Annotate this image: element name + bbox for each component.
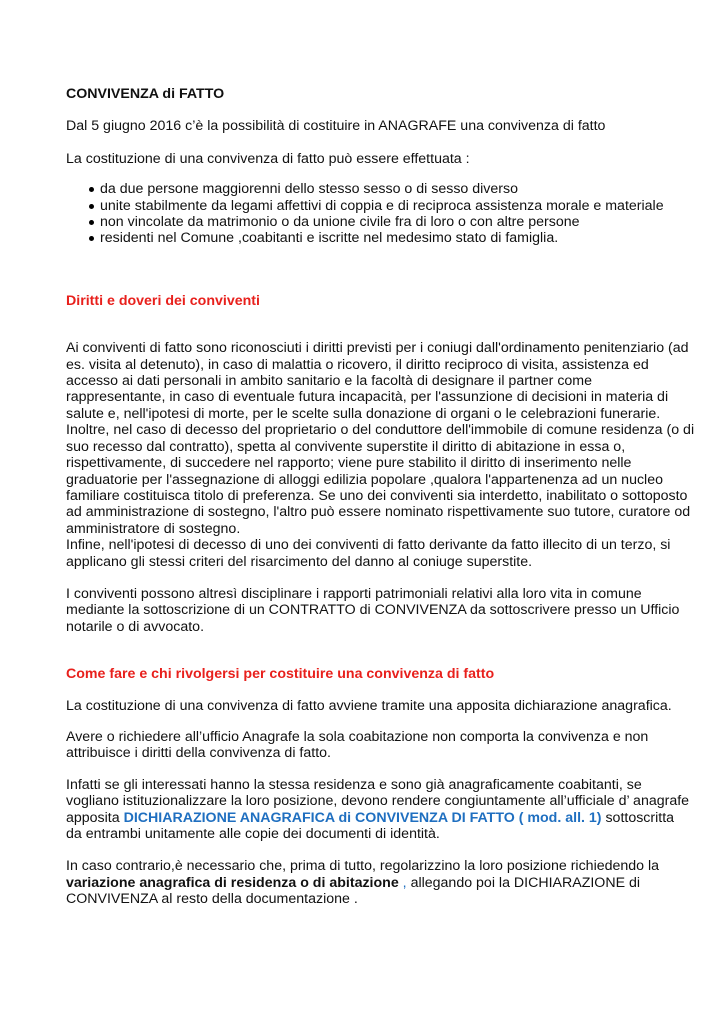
bullet-icon: [89, 204, 94, 209]
bullet-icon: [89, 220, 94, 225]
lead-text: La costituzione di una convivenza di fatto può essere effettuata :: [66, 150, 470, 167]
list-item: residenti nel Comune ,coabitanti e iscritte nel medesimo stato di famiglia.: [66, 230, 676, 246]
list-item: unite stabilmente da legami affettivi di coppia e di reciproca assistenza morale e materiale: [66, 198, 676, 214]
howto-paragraph-3: Infatti se gli interessati hanno la stessa residenza e sono già anagraficamente coabitanti, se vogliano istituzionalizzare la loro posizione, devono rendere congiuntamente all’ufficiale d’ anagrafe apposita DICHIARAZIONE ANAGRAFICA di CONVIVENZA DI FATTO ( mod. all. 1) sottoscritta da entrambi unitamente alle copie dei documenti di identità.: [66, 776, 690, 842]
intro-text: Dal 5 giugno 2016 c’è la possibilità di costituire in ANAGRAFE una convivenza di fatto: [66, 118, 606, 135]
document-page: [66, 86, 695, 908]
section-heading-rights: Diritti e doveri dei conviventi: [66, 292, 260, 309]
document-title: CONVIVENZA di FATTO: [66, 86, 225, 102]
howto-paragraph-2: Avere o richiedere all’ufficio Anagrafe la sola coabitazione non comporta la convivenza e non attribuisce i diritti della convivenza di fatto.: [66, 728, 649, 762]
howto-paragraph-1: La costituzione di una convivenza di fatto avviene tramite una apposita dichiarazione anagrafica.: [66, 697, 672, 714]
residence-variation-text: variazione anagrafica di residenza o di abitazione: [66, 874, 399, 891]
bullet-icon: [89, 187, 94, 192]
list-item: non vincolate da matrimonio o da unione civile fra di loro o con altre persone: [66, 214, 676, 230]
section-heading-howto: Come fare e chi rivolgersi per costituire una convivenza di fatto: [66, 666, 495, 683]
list-item: da due persone maggiorenni dello stesso sesso o di sesso diverso: [66, 181, 676, 197]
contract-paragraph: I conviventi possono altresì disciplinare i rapporti patrimoniali relativi alla loro vita in comune mediante la sottoscrizione di un CONTRATTO di CONVIVENZA da sottoscrivere presso un Ufficio notarile o di avvocato.: [66, 585, 680, 635]
bullet-icon: [89, 236, 94, 241]
declaration-form-link[interactable]: DICHIARAZIONE ANAGRAFICA di CONVIVENZA DI FATTO ( mod. all. 1): [123, 809, 602, 826]
requirements-list: [66, 181, 676, 247]
rights-paragraph: Ai conviventi di fatto sono riconosciuti i diritti previsti per i coniugi dall'ordinamento penitenziario (ad es. visita al detenuto), in caso di malattia o ricovero, il diritto reciproco di visita, assistenza ed accesso ai dati personali in ambito sanitario e la facoltà di designare il partner come rappresentante, in caso di eventuale futura incapacità, per l'assunzione di decisioni in materia di salute e, nell'ipotesi di morte, per le scelte sulla donazione di organi o le celebrazioni funerarie. Inoltre, nel caso di decesso del proprietario o del conduttore dell'immobile di comune residenza (o di suo recesso dal contratto), spetta al convivente superstite il diritto di abitazione in essa o, rispettivamente, di succedere nel rapporto; viene pure stabilito il diritto di inserimento nelle graduatorie per l'assegnazione di alloggi edilizia popolare ,qualora l'appartenenza ad un nucleo familiare costituisca titolo di preferenza. Se uno dei conviventi sia interdetto, inabilitato o sottoposto ad amministrazione di sostegno, l'altro può essere nominato rispettivamente suo tutore, curatore od amministratore di sostegno. Infine, nell'ipotesi di decesso di uno dei conviventi di fatto derivante da fatto illecito di un terzo, si applicano gli stessi criteri del risarcimento del danno al coniuge superstite.: [66, 340, 695, 570]
howto-paragraph-4: In caso contrario,è necessario che, prima di tutto, regolarizzino la loro posizione richiedendo la variazione anagrafica di residenza o di abitazione , allegando poi la DICHIARAZIONE di CONVIVENZA al resto della documentazione .: [66, 858, 660, 908]
